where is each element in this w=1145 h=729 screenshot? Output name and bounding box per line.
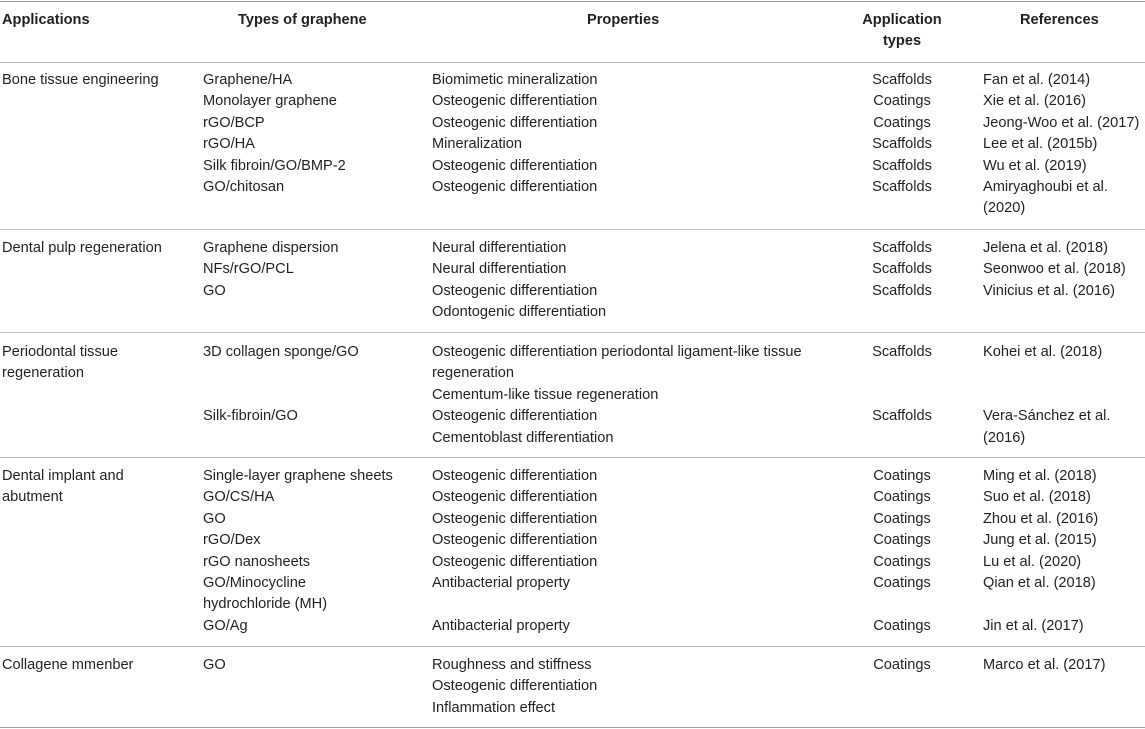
type-item: GO	[203, 657, 226, 673]
application-cell	[2, 466, 124, 509]
header-divider	[0, 62, 1145, 63]
type-item	[203, 363, 359, 384]
table-bottom-rule	[0, 727, 1145, 728]
table-top-rule	[0, 1, 1145, 2]
application-label: Dental pulp regeneration	[2, 240, 162, 256]
application-label: Dental implant and	[2, 468, 124, 484]
reference-item: Wu et al. (2019)	[983, 157, 1087, 174]
app-type-item: Coatings	[873, 489, 931, 506]
app-type-item: Coatings	[873, 93, 931, 110]
type-item: 3D collagen sponge/GO	[203, 344, 359, 360]
reference-item: Zhou et al. (2016)	[983, 510, 1099, 527]
application-label: Collagene mmenber	[2, 657, 134, 673]
property-item: Antibacterial property	[432, 617, 570, 634]
reference-item: Lu et al. (2020)	[983, 553, 1082, 570]
property-item	[432, 594, 597, 615]
reference-item	[983, 594, 1098, 615]
reference-item: Suo et al. (2018)	[983, 489, 1091, 506]
header-application-types-line1: Application	[862, 12, 942, 28]
reference-item: Vinicius et al. (2016)	[983, 282, 1115, 299]
property-item: Biomimetic mineralization	[432, 72, 598, 88]
type-item: GO/CS/HA	[203, 489, 275, 506]
app-types-cell	[852, 655, 952, 676]
reference-item: Fan et al. (2014)	[983, 72, 1091, 88]
types-cell	[203, 70, 346, 198]
type-item: GO	[203, 510, 226, 527]
reference-item: Seonwoo et al. (2018)	[983, 261, 1126, 278]
property-item: Cementum-like tissue regeneration	[432, 386, 659, 403]
application-label: abutment	[2, 489, 63, 506]
types-cell	[203, 342, 359, 428]
types-cell	[203, 238, 338, 302]
references-cell	[983, 70, 1139, 220]
type-item: rGO/BCP	[203, 114, 265, 131]
header-applications: Applications	[2, 12, 90, 28]
reference-item: Xie et al. (2016)	[983, 93, 1087, 110]
property-item: Osteogenic differentiation	[432, 179, 598, 196]
application-label: Periodontal tissue	[2, 344, 119, 360]
app-type-item: Scaffolds	[872, 240, 932, 256]
reference-item: Amiryaghoubi et al.	[983, 179, 1108, 196]
property-item: Osteogenic differentiation	[432, 408, 598, 425]
app-type-item: Scaffolds	[872, 344, 932, 360]
app-type-item: Coatings	[873, 532, 931, 549]
type-item: Graphene/HA	[203, 72, 293, 88]
reference-item: Marco et al. (2017)	[983, 657, 1106, 673]
reference-item: (2016)	[983, 429, 1026, 446]
application-cell	[2, 342, 118, 385]
reference-item	[983, 385, 1110, 406]
property-item: Cementoblast differentiation	[432, 429, 614, 446]
types-cell	[203, 655, 226, 676]
type-item: NFs/rGO/PCL	[203, 261, 294, 278]
property-item: Odontogenic differentiation	[432, 304, 607, 321]
header-application-types	[858, 10, 946, 52]
properties-cell	[432, 466, 597, 637]
properties-cell	[432, 70, 597, 198]
properties-cell	[432, 238, 606, 324]
header-references: References	[1020, 12, 1099, 28]
type-item: hydrochloride (MH)	[203, 596, 328, 613]
property-item: Osteogenic differentiation	[432, 93, 598, 110]
property-item: Osteogenic differentiation	[432, 114, 598, 131]
property-item: Neural differentiation	[432, 261, 567, 278]
types-cell	[203, 466, 393, 637]
app-type-item: Coatings	[873, 114, 931, 131]
property-item: regeneration	[432, 365, 514, 382]
references-cell	[983, 238, 1126, 302]
type-item: GO/chitosan	[203, 179, 285, 196]
reference-item: Jin et al. (2017)	[983, 617, 1084, 634]
type-item: rGO/Dex	[203, 532, 261, 549]
type-item: GO	[203, 282, 226, 299]
property-item: Osteogenic differentiation	[432, 510, 598, 527]
properties-cell	[432, 655, 597, 719]
property-item: Roughness and stiffness	[432, 657, 592, 673]
app-type-item: Scaffolds	[872, 408, 932, 425]
type-item: GO/Ag	[203, 617, 248, 634]
application-cell	[2, 238, 162, 259]
type-item: Silk-fibroin/GO	[203, 408, 298, 425]
app-type-item: Coatings	[873, 617, 931, 634]
header-types-of-graphene: Types of graphene	[238, 12, 367, 28]
property-item: Osteogenic differentiation	[432, 468, 598, 484]
type-item: rGO nanosheets	[203, 553, 311, 570]
app-type-item: Coatings	[873, 553, 931, 570]
application-cell	[2, 70, 159, 91]
app-type-item	[852, 363, 952, 384]
app-type-item: Scaffolds	[872, 261, 932, 278]
property-item: Osteogenic differentiation	[432, 489, 598, 506]
app-type-item: Coatings	[873, 510, 931, 527]
reference-item: Vera-Sánchez et al.	[983, 408, 1111, 425]
properties-cell	[432, 342, 802, 449]
app-type-item: Scaffolds	[872, 136, 932, 153]
type-item: rGO/HA	[203, 136, 255, 153]
reference-item: (2020)	[983, 200, 1026, 217]
type-item: Monolayer graphene	[203, 93, 337, 110]
reference-item: Jung et al. (2015)	[983, 532, 1097, 549]
group-divider	[0, 332, 1145, 333]
references-cell	[983, 466, 1098, 637]
app-type-item	[852, 385, 952, 406]
type-item: Silk fibroin/GO/BMP-2	[203, 157, 346, 174]
app-types-cell	[852, 70, 952, 198]
group-divider	[0, 646, 1145, 647]
type-item: GO/Minocycline	[203, 575, 306, 592]
property-item: Osteogenic differentiation	[432, 157, 598, 174]
app-type-item: Coatings	[873, 575, 931, 592]
property-item: Osteogenic differentiation	[432, 678, 598, 695]
property-item: Antibacterial property	[432, 575, 570, 592]
property-item: Neural differentiation	[432, 240, 567, 256]
references-cell	[983, 342, 1110, 449]
references-cell	[983, 655, 1105, 676]
reference-item: Kohei et al. (2018)	[983, 344, 1103, 360]
property-item: Osteogenic differentiation	[432, 282, 598, 299]
type-item: Graphene dispersion	[203, 240, 339, 256]
app-type-item: Scaffolds	[872, 179, 932, 196]
header-application-types-line2: types	[882, 33, 922, 49]
app-type-item	[852, 594, 952, 615]
property-item: Inflammation effect	[432, 699, 556, 716]
group-divider	[0, 457, 1145, 458]
type-item	[203, 385, 359, 406]
app-type-item: Scaffolds	[872, 157, 932, 174]
property-item: Osteogenic differentiation	[432, 532, 598, 549]
application-cell	[2, 655, 133, 676]
app-type-item: Coatings	[873, 468, 931, 484]
app-types-cell	[852, 238, 952, 302]
application-label: regeneration	[2, 365, 84, 382]
reference-item: Ming et al. (2018)	[983, 468, 1097, 484]
app-types-cell	[852, 466, 952, 637]
application-label: Bone tissue engineering	[2, 72, 159, 88]
property-item: Osteogenic differentiation periodontal ligament-like tissue	[432, 344, 802, 360]
app-type-item: Coatings	[873, 657, 931, 673]
app-type-item: Scaffolds	[872, 282, 932, 299]
reference-item: Jeong-Woo et al. (2017)	[983, 114, 1140, 131]
property-item: Osteogenic differentiation	[432, 553, 598, 570]
reference-item	[983, 363, 1110, 384]
reference-item: Lee et al. (2015b)	[983, 136, 1098, 153]
app-types-cell	[852, 342, 952, 428]
header-properties: Properties	[587, 12, 660, 28]
reference-item: Jelena et al. (2018)	[983, 240, 1108, 256]
app-type-item: Scaffolds	[872, 72, 932, 88]
property-item: Mineralization	[432, 136, 523, 153]
group-divider	[0, 229, 1145, 230]
type-item: Single-layer graphene sheets	[203, 468, 393, 484]
reference-item: Qian et al. (2018)	[983, 575, 1096, 592]
